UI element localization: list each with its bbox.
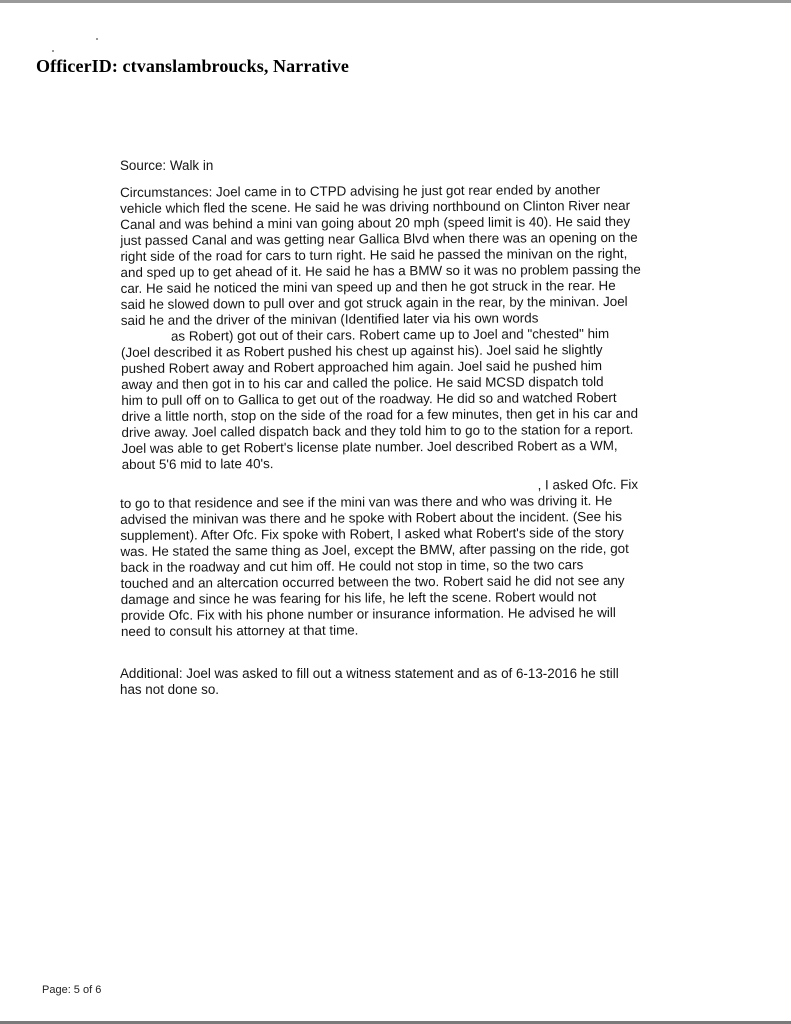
page-title: OfficerID: ctvanslambroucks, Narrative — [36, 56, 349, 76]
text-line: vehicle which fled the scene. He said he was driving northbound on Clinton River near — [120, 197, 631, 216]
text-line: and sped up to get ahead of it. He said he has a BMW so it was no problem passing the — [120, 261, 641, 280]
text-line: to go to that residence and see if the mini van was there and who was driving it. He — [120, 492, 613, 511]
text-line: supplement). After Ofc. Fix spoke with Robert, I asked what Robert's side of the story — [120, 524, 624, 543]
text-line: about 5'6 mid to late 40's. — [121, 456, 274, 472]
additional-paragraph — [120, 666, 650, 698]
text-line: advised the minivan was there and he spoke with Robert about the incident. (See his — [120, 508, 622, 527]
text-line: , I asked Ofc. Fix — [537, 476, 639, 493]
page-number: Page: 5 of 6 — [42, 984, 102, 996]
top-border — [0, 0, 791, 3]
text-line: just passed Canal and was getting near Gallica Blvd when there was an opening on the — [120, 229, 638, 248]
text-line: Joel was able to get Robert's license plate number. Joel described Robert as a WM, — [121, 437, 618, 456]
text-line: as Robert) got out of their cars. Robert came up to Joel and "chested" him — [170, 326, 610, 344]
text-line: right side of the road for cars to turn right. He said he passed the minivan on the right, — [120, 245, 628, 264]
text-line: him to pull off on to Gallica to get out of the roadway. He did so and watched Robert — [121, 389, 617, 408]
text-line: Circumstances: Joel came in to CTPD advising he just got rear ended by another — [120, 182, 601, 200]
text-line: touched and an altercation occurred between the two. Robert said he did not see any — [120, 572, 625, 591]
text-line: need to consult his attorney at that time. — [120, 622, 359, 639]
scan-speck — [52, 50, 54, 52]
text-line: pushed Robert away and Robert approached him again. Joel said he pushed him — [121, 358, 603, 376]
source-line: Source: Walk in — [120, 158, 214, 173]
source-paragraph — [120, 158, 650, 174]
follow-up-paragraph — [120, 477, 651, 640]
text-line: provide Ofc. Fix with his phone number or insurance information. He advised he will — [120, 604, 616, 623]
text-line: drive away. Joel called dispatch back and they told him to go to the station for a report. — [121, 421, 634, 440]
text-line: back in the roadway and cut him off. He could not stop in time, so the two cars — [120, 557, 584, 575]
text-line: said he and the driver of the minivan (Identified later via his own words — [120, 310, 539, 328]
text-line: has not done so. — [120, 682, 220, 697]
text-line: was. He stated the same thing as Joel, except the BMW, after passing on the ride, got — [120, 540, 629, 559]
circumstances-paragraph — [120, 182, 652, 473]
text-line: damage and since he was fearing for his life, he left the scene. Robert would not — [120, 589, 597, 607]
text-line: (Joel described it as Robert pushed his chest up against his). Joel said he slightly — [120, 342, 603, 360]
text-line: drive a little north, stop on the side of the road for a few minutes, then get in his car and — [121, 405, 639, 424]
text-line: away and then got in to his car and called the police. He said MCSD dispatch told — [121, 374, 604, 392]
text-line: said he slowed down to pull over and got struck again in the rear, by the minivan. Joel — [120, 293, 628, 312]
text-line: car. He said he noticed the mini van speed up and then he got struck in the rear. He — [120, 277, 616, 296]
scan-speck — [96, 38, 98, 40]
text-line: Additional: Joel was asked to fill out a witness statement and as of 6-13-2016 he still — [120, 666, 619, 681]
text-line: Canal and was behind a mini van going about 20 mph (speed limit is 40). He said they — [120, 213, 631, 232]
